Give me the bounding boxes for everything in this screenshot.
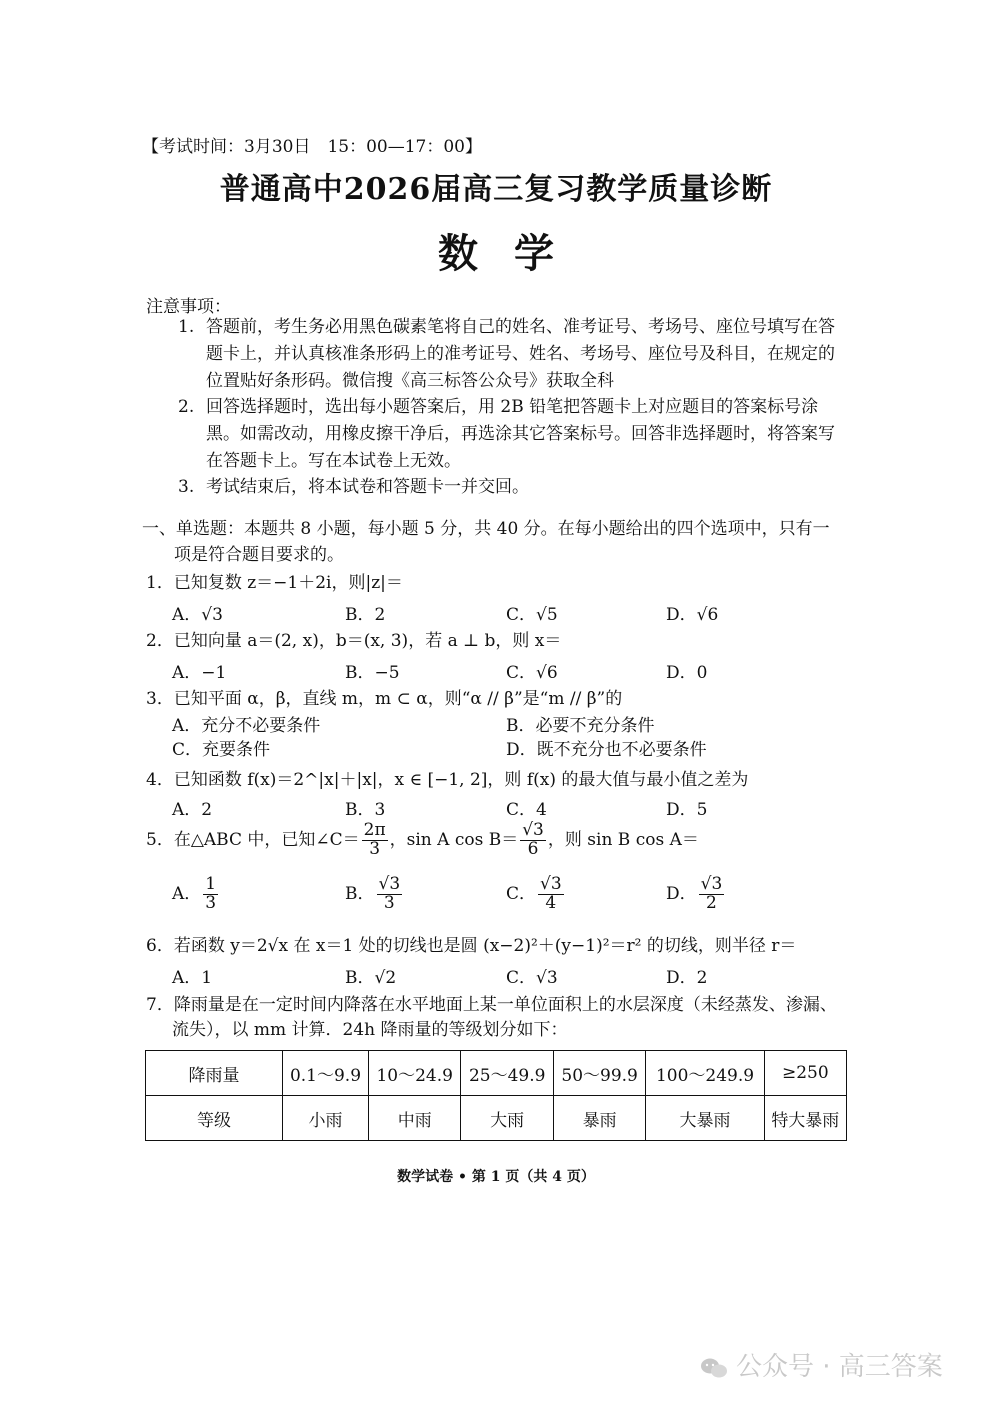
table-cell: 0.1～9.9	[283, 1051, 369, 1096]
question-5-stem-part: 5．在△ABC 中，已知∠C＝	[146, 829, 360, 850]
question-5-option-d	[666, 876, 726, 913]
table-cell: 50～99.9	[553, 1051, 645, 1096]
note-number: 2.	[178, 397, 195, 417]
page-footer: 数学试卷 • 第 1 页（共 4 页）	[397, 1169, 595, 1185]
question-5-stem	[146, 822, 699, 859]
section-heading-line2: 项是符合题目要求的。	[174, 545, 344, 565]
question-6-option-a: A．1	[172, 968, 213, 988]
question-5-option-c	[506, 876, 566, 913]
angle-c-fraction	[362, 822, 388, 859]
question-4-option-b: B．3	[345, 800, 386, 820]
table-cell: 大暴雨	[646, 1096, 764, 1141]
fraction-denominator: 3	[205, 892, 217, 913]
table-row	[146, 1051, 847, 1096]
question-6-option-d: D．2	[666, 968, 708, 988]
table-cell: 中雨	[369, 1096, 461, 1141]
question-7-line2: 流失），以 mm 计算．24h 降雨量的等级划分如下：	[172, 1020, 568, 1040]
question-5-stem-part: ，则 sin B cos A＝	[547, 829, 699, 850]
question-1-option-c: C．√5	[506, 605, 558, 625]
table-cell: 100～249.9	[646, 1051, 764, 1096]
section-heading	[142, 516, 848, 568]
table-cell: 等级	[146, 1096, 283, 1141]
question-2-option-c: C．√6	[506, 663, 558, 683]
note-item-1	[178, 314, 848, 395]
question-6-option-c: C．√3	[506, 968, 558, 988]
fraction-denominator: 3	[369, 838, 381, 859]
question-6-stem: 6．若函数 y＝2√x 在 x＝1 处的切线也是圆 (x−2)²＋(y−1)²＝r² 的切线，则半径 r＝	[146, 936, 797, 956]
option-label: C．	[506, 883, 537, 904]
note-item-3	[178, 474, 848, 501]
question-4-option-a: A．2	[172, 800, 213, 820]
fraction-numerator: √3	[522, 820, 544, 840]
question-3-option-b: B．必要不充分条件	[506, 716, 655, 736]
question-1-stem: 1．已知复数 z＝−1＋2i，则|z|＝	[146, 573, 403, 593]
question-2-stem: 2．已知向量 a＝(2, x)，b＝(x, 3)，若 a ⊥ b，则 x＝	[146, 631, 562, 651]
option-label: B．	[345, 883, 375, 904]
question-5-option-a	[172, 876, 220, 913]
wechat-icon	[700, 1357, 728, 1379]
question-1-option-d: D．√6	[666, 605, 719, 625]
question-5-option-b	[345, 876, 404, 913]
question-7-line1: 7．降雨量是在一定时间内降落在水平地面上某一单位面积上的水层深度（未经蒸发、渗漏、	[146, 995, 837, 1015]
note-number: 3.	[178, 477, 195, 497]
fraction-numerator: √3	[540, 874, 562, 894]
question-3-option-d: D．既不充分也不必要条件	[506, 740, 707, 760]
option-fraction	[699, 876, 725, 913]
question-2-option-b: B．−5	[345, 663, 400, 683]
option-label: A．	[172, 883, 202, 904]
table-cell: 特大暴雨	[764, 1096, 846, 1141]
question-3-option-c: C．充要条件	[172, 740, 271, 760]
table-cell: ≥250	[764, 1051, 846, 1096]
exam-title: 普通高中2026届高三复习教学质量诊断	[219, 172, 773, 207]
question-5-stem-part: ，sin A cos B＝	[389, 829, 519, 850]
section-heading-line1: 一、单选题：本题共 8 小题，每小题 5 分，共 40 分。在每小题给出的四个选项中，只有一	[142, 519, 830, 539]
subject-title: 数学	[438, 230, 590, 277]
question-3-stem: 3．已知平面 α，β，直线 m，m ⊂ α，则“α // β”是“m // β”的	[146, 689, 623, 709]
fraction-numerator: 2π	[363, 820, 386, 840]
option-fraction	[538, 876, 564, 913]
question-2-option-a: A．−1	[172, 663, 227, 683]
notes-heading: 注意事项：	[146, 297, 231, 317]
fraction-numerator: √3	[700, 874, 723, 894]
rainfall-grade-table	[145, 1050, 847, 1141]
note-item-2	[178, 394, 848, 475]
option-label: D．	[666, 883, 697, 904]
fraction-denominator: 4	[545, 892, 557, 913]
question-6-option-b: B．√2	[345, 968, 397, 988]
sin-cos-fraction	[520, 822, 546, 859]
question-4-stem: 4．已知函数 f(x)＝2^|x|＋|x|，x ∈ [−1, 2]，则 f(x) 的最大值与最小值之差为	[146, 770, 749, 790]
table-cell: 降雨量	[146, 1051, 283, 1096]
table-cell: 大雨	[461, 1096, 553, 1141]
fraction-numerator: 1	[205, 874, 217, 894]
table-row	[146, 1096, 847, 1141]
table-cell: 25～49.9	[461, 1051, 553, 1096]
fraction-denominator: 3	[383, 892, 395, 913]
fraction-denominator: 6	[527, 838, 539, 859]
fraction-numerator: √3	[378, 874, 401, 894]
question-1-option-a: A．√3	[172, 605, 223, 625]
question-4-option-c: C．4	[506, 800, 547, 820]
note-text: 考试结束后，将本试卷和答题卡一并交回。	[206, 477, 529, 497]
question-4-option-d: D．5	[666, 800, 708, 820]
watermark-text: 公众号 · 高三答案	[736, 1352, 943, 1382]
table-cell: 暴雨	[553, 1096, 645, 1141]
fraction-denominator: 2	[706, 892, 717, 913]
option-fraction	[377, 876, 403, 913]
table-cell: 小雨	[283, 1096, 369, 1141]
option-fraction	[203, 876, 218, 913]
question-1-option-b: B．2	[345, 605, 386, 625]
watermark	[700, 1346, 943, 1383]
question-2-option-d: D．0	[666, 663, 708, 683]
table-cell: 10～24.9	[369, 1051, 461, 1096]
note-number: 1.	[178, 317, 195, 337]
note-text: 答题前，考生务必用黑色碳素笔将自己的姓名、准考证号、考场号、座位号填写在答题卡上，并认真核准条形码上的准考证号、姓名、考场号、座位号及科目，在规定的位置贴好条形码。微信搜《高三标答公众号》获取全科	[206, 317, 835, 391]
note-text: 回答选择题时，选出每小题答案后，用 2B 铅笔把答题卡上对应题目的答案标号涂黑。如需改动，用橡皮擦干净后，再选涂其它答案标号。回答非选择题时，将答案写在答题卡上。写在本试卷上无效。	[206, 397, 835, 471]
question-3-option-a: A．充分不必要条件	[172, 716, 321, 736]
exam-time: 【考试时间：3月30日 15：00—17：00】	[142, 137, 482, 157]
